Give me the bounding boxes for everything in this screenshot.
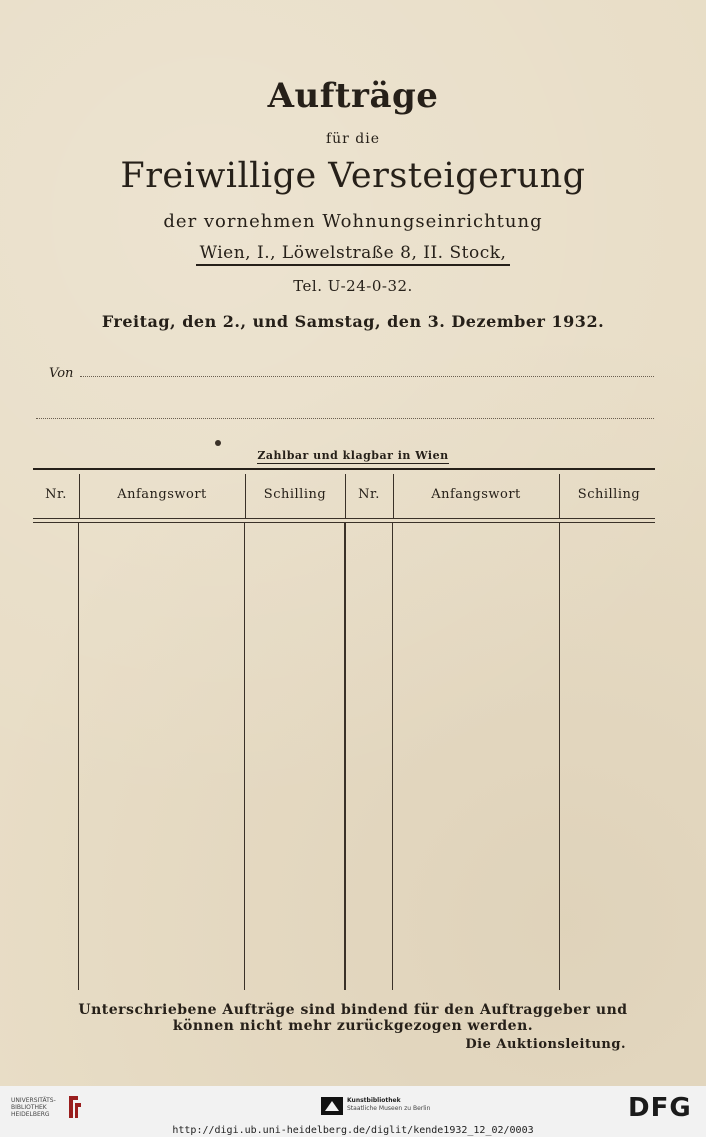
dfg-logo: DFG [628,1093,692,1123]
notice-line-2: können nicht mehr zurückgezogen werden. [172,1018,534,1034]
column-divider [392,523,393,990]
kunstbibliothek-logo-icon [321,1097,343,1115]
column-header-nr-right: Nr. [358,487,380,502]
address-block [0,243,706,266]
column-header-anfangswort-right: Anfangswort [431,487,521,502]
phone-number: Tel. U-24-0-32. [293,277,413,295]
signature: Die Auktionsleitung. [465,1037,626,1052]
title-connector: für die [325,131,381,147]
center-divider [344,523,346,990]
page-title: Aufträge [267,76,439,116]
column-header-nr-left: Nr. [45,487,67,502]
von-line-1[interactable] [80,376,654,377]
von-line-2[interactable] [36,418,654,419]
jurisdiction-note: Zahlbar und klagbar in Wien [257,449,449,462]
auction-dates: Freitag, den 2., und Samstag, den 3. Dezember 1932. [101,312,605,331]
kunstbibliothek-name: Kunstbibliothek [347,1097,401,1104]
address: Wien, I., Löwelstraße 8, II. Stock, [196,243,511,266]
event-name: Freiwillige Versteigerung [120,156,586,196]
university-library-label: UNIVERSITÄTS- BIBLIOTHEK HEIDELBERG [11,1097,56,1118]
column-header-schilling-left: Schilling [263,487,327,502]
event-subtitle: der vornehmen Wohnungseinrichtung [163,211,543,232]
column-divider [559,523,560,990]
university-logo-icon [66,1094,84,1120]
column-divider [244,523,245,990]
von-label: Von [49,366,74,381]
table-top-rule [33,468,655,470]
notice-line-1: Unterschriebene Aufträge sind bindend für den Auftraggeber und [78,1002,628,1018]
column-divider [78,523,79,990]
header-rule-1 [33,518,655,519]
kunstbibliothek-subtitle: Staatliche Museen zu Berlin [347,1105,431,1112]
jurisdiction-block [0,444,706,464]
column-header-schilling-right: Schilling [577,487,641,502]
column-header-anfangswort-left: Anfangswort [117,487,207,502]
source-url[interactable]: http://digi.ub.uni-heidelberg.de/diglit/kende1932_12_02/0003 [172,1125,534,1136]
